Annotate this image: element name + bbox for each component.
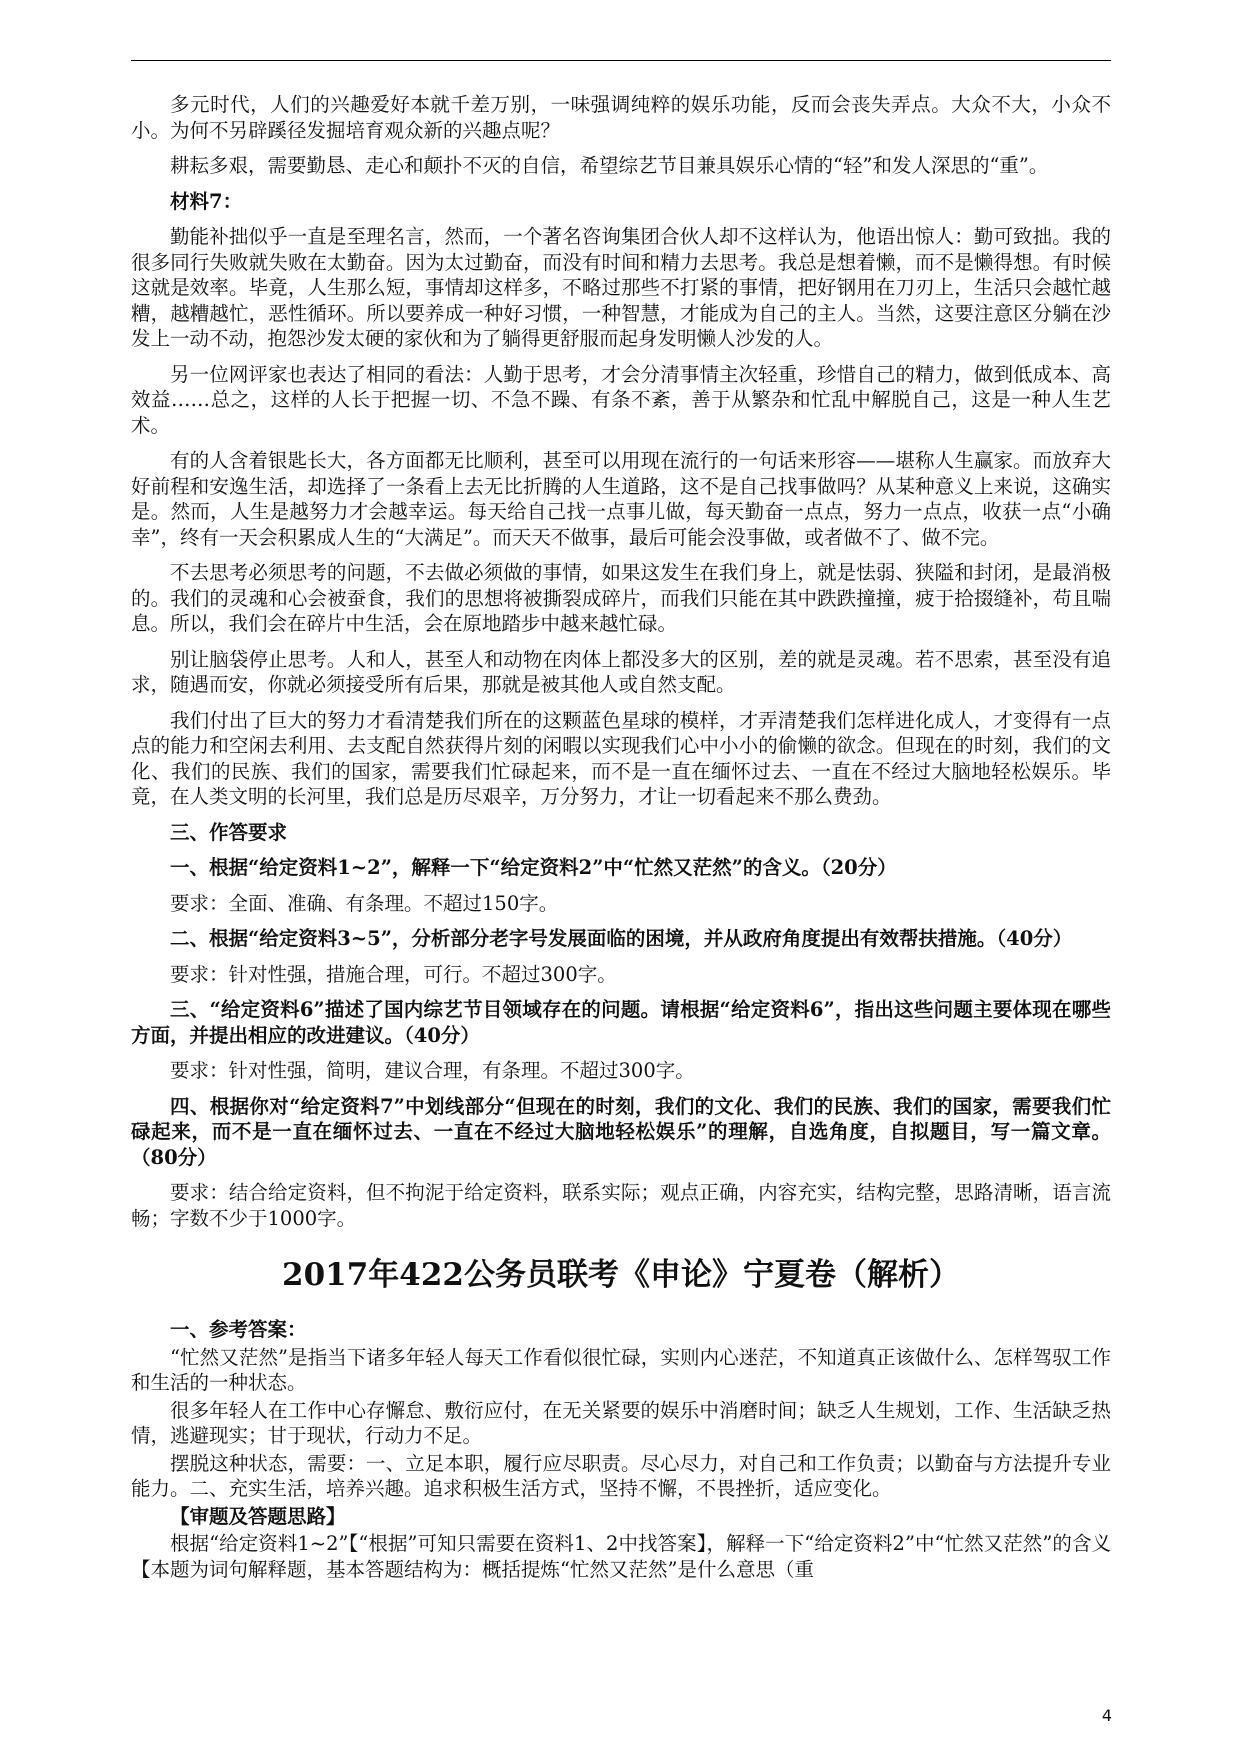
material7-paragraph: 别让脑袋停止思考。人和人，甚至人和动物在肉体上都没多大的区别，差的就是灵魂。若不思索，甚至没有追求，随遇而安，你就必须接受所有后果，那就是被其他人或自然支配。 — [131, 647, 1111, 696]
body-paragraph: 耕耘多艰，需要勤恳、走心和颠扑不灭的自信，希望综艺节目兼具娱乐心情的“轻”和发人深思的“重”。 — [170, 154, 1049, 177]
answer-paragraph: 很多年轻人在工作中心存懈怠、敷衍应付，在无关紧要的娱乐中消磨时间；缺乏人生规划，工作、生活缺乏热情，逃避现实；甘于现状，行动力不足。 — [131, 1398, 1111, 1447]
question-4-requirement: 要求：结合给定资料，但不拘泥于给定资料，联系实际；观点正确，内容充实，结构完整，思路清晰，语言流畅；字数不少于1000字。 — [131, 1181, 1111, 1230]
page-number: 4 — [1101, 1706, 1112, 1725]
material7-paragraph: 另一位网评家也表达了相同的看法：人勤于思考，才会分清事情主次轻重，珍惜自己的精力，做到低成本、高效益……总之，这样的人长于把握一切、不急不躁、有条不紊，善于从繁杂和忙乱中解脱自己，这是一种人生艺术。 — [131, 362, 1111, 437]
document-body — [131, 92, 1111, 1584]
answer-paragraph: “忙然又茫然”是指当下诸多年轻人每天工作看似很忙碌，实则内心迷茫，不知道真正该做什么、怎样驾驭工作和生活的一种状态。 — [131, 1345, 1111, 1394]
material7-paragraph: 不去思考必须思考的问题，不去做必须做的事情，如果这发生在我们身上，就是怯弱、狭隘和封闭，是最消极的。我们的灵魂和心会被蚕食，我们的思想将被撕裂成碎片，而我们只能在其中跌跌撞撞，疲于拾掇缝补，苟且喘息。所以，我们会在碎片中生活，会在原地踏步中越来越忙碌。 — [131, 561, 1111, 635]
review-heading: 【审题及答题思路】 — [170, 1504, 346, 1528]
material7-paragraph: 勤能补拙似乎一直是至理名言，然而，一个著名咨询集团合伙人却不这样认为，他语出惊人：勤可致拙。我的很多同行失败就失败在太勤奋。因为太过勤奋，而没有时间和精力去思考。我总是想着懒，而不是懒得想。有时候这就是效率。毕竟，人生那么短，事情却这样多，不略过那些不打紧的事情，把好钢用在刀刃上，生活只会越忙越糟，越糟越忙，恶性循环。所以要养成一种好习惯，一种智慧，才能成为自己的主人。当然，这要注意区分躺在沙发上一动不动，抱怨沙发太硬的家伙和为了躺得更舒服而起身发明懒人沙发的人。 — [131, 225, 1111, 350]
section3-heading: 三、作答要求 — [170, 820, 288, 844]
review-paragraph: 根据“给定资料1~2”【“根据”可知只需要在资料1、2中找答案】，解释一下“给定资料2”中“忙然又茫然”的含义【本题为词句解释题，基本答题结构为：概括提炼“忙然又茫然”是什么意思（重 — [131, 1532, 1111, 1581]
question-3-requirement: 要求：针对性强，简明，建议合理，有条理。不超过300字。 — [170, 1059, 695, 1082]
material7-paragraph: 我们付出了巨大的努力才看清楚我们所在的这颗蓝色星球的模样，才弄清楚我们怎样进化成人，才变得有一点点的能力和空闲去利用、去支配自然获得片刻的闲暇以实现我们心中小小的偷懒的欲念。但现在的时刻，我们的文化、我们的民族、我们的国家，需要我们忙碌起来，而不是一直在缅怀过去、一直在不经过大脑地轻松娱乐。毕竟，在人类文明的长河里，我们总是历尽艰辛，万分努力，才让一切看起来不那么费劲。 — [131, 708, 1111, 808]
analysis-title: 2017年422公务员联考《申论》宁夏卷（解析） — [282, 1257, 960, 1293]
question-1-requirement: 要求：全面、准确、有条理。不超过150字。 — [170, 891, 559, 915]
question-4: 四、根据你对“给定资料7”中划线部分“但现在的时刻，我们的文化、我们的民族、我们的国家，需要我们忙碌起来，而不是一直在缅怀过去、一直在不经过大脑地轻松娱乐”的理解，自选角度，自拟题目，写一篇文章。（80分） — [131, 1094, 1111, 1169]
answer-paragraph: 摆脱这种状态，需要：一、立足本职，履行应尽职责。尽心尽力，对自己和工作负责；以勤奋与方法提升专业能力。二、充实生活，培养兴趣。追求积极生活方式，坚持不懈，不畏挫折，适应变化。 — [131, 1451, 1111, 1500]
question-3: 三、“给定资料6”描述了国内综艺节目领域存在的问题。请根据“给定资料6”，指出这些问题主要体现在哪些方面，并提出相应的改进建议。（40分） — [131, 998, 1111, 1047]
question-1: 一、根据“给定资料1~2”，解释一下“给定资料2”中“忙然又茫然”的含义。（20分） — [170, 856, 897, 879]
question-2-requirement: 要求：针对性强，措施合理，可行。不超过300字。 — [170, 962, 617, 986]
material7-paragraph: 有的人含着银匙长大，各方面都无比顺利，甚至可以用现在流行的一句话来形容——堪称人生赢家。而放弃大好前程和安逸生活，却选择了一条看上去无比折腾的人生道路，这不是自己找事做吗？从某种意义上来说，这确实是。然而，人生是越努力才会越幸运。每天给自己找一点事儿做，每天勤奋一点点，努力一点点，收获一点“小确幸”，终有一天会积累成人生的“大满足”。而天天不做事，最后可能会没事做，或者做不了、做不完。 — [131, 449, 1111, 549]
question-2: 二、根据“给定资料3~5”，分析部分老字号发展面临的困境，并从政府角度提出有效帮扶措施。（40分） — [170, 927, 1073, 950]
material7-heading: 材料7： — [170, 189, 243, 213]
body-paragraph: 多元时代，人们的兴趣爱好本就千差万别，一味强调纯粹的娱乐功能，反而会丧失弄点。大众不大，小众不小。为何不另辟蹊径发掘培育观众新的兴趣点呢？ — [131, 93, 1111, 142]
header-rule — [131, 60, 1111, 61]
answer-heading: 一、参考答案： — [170, 1318, 307, 1341]
